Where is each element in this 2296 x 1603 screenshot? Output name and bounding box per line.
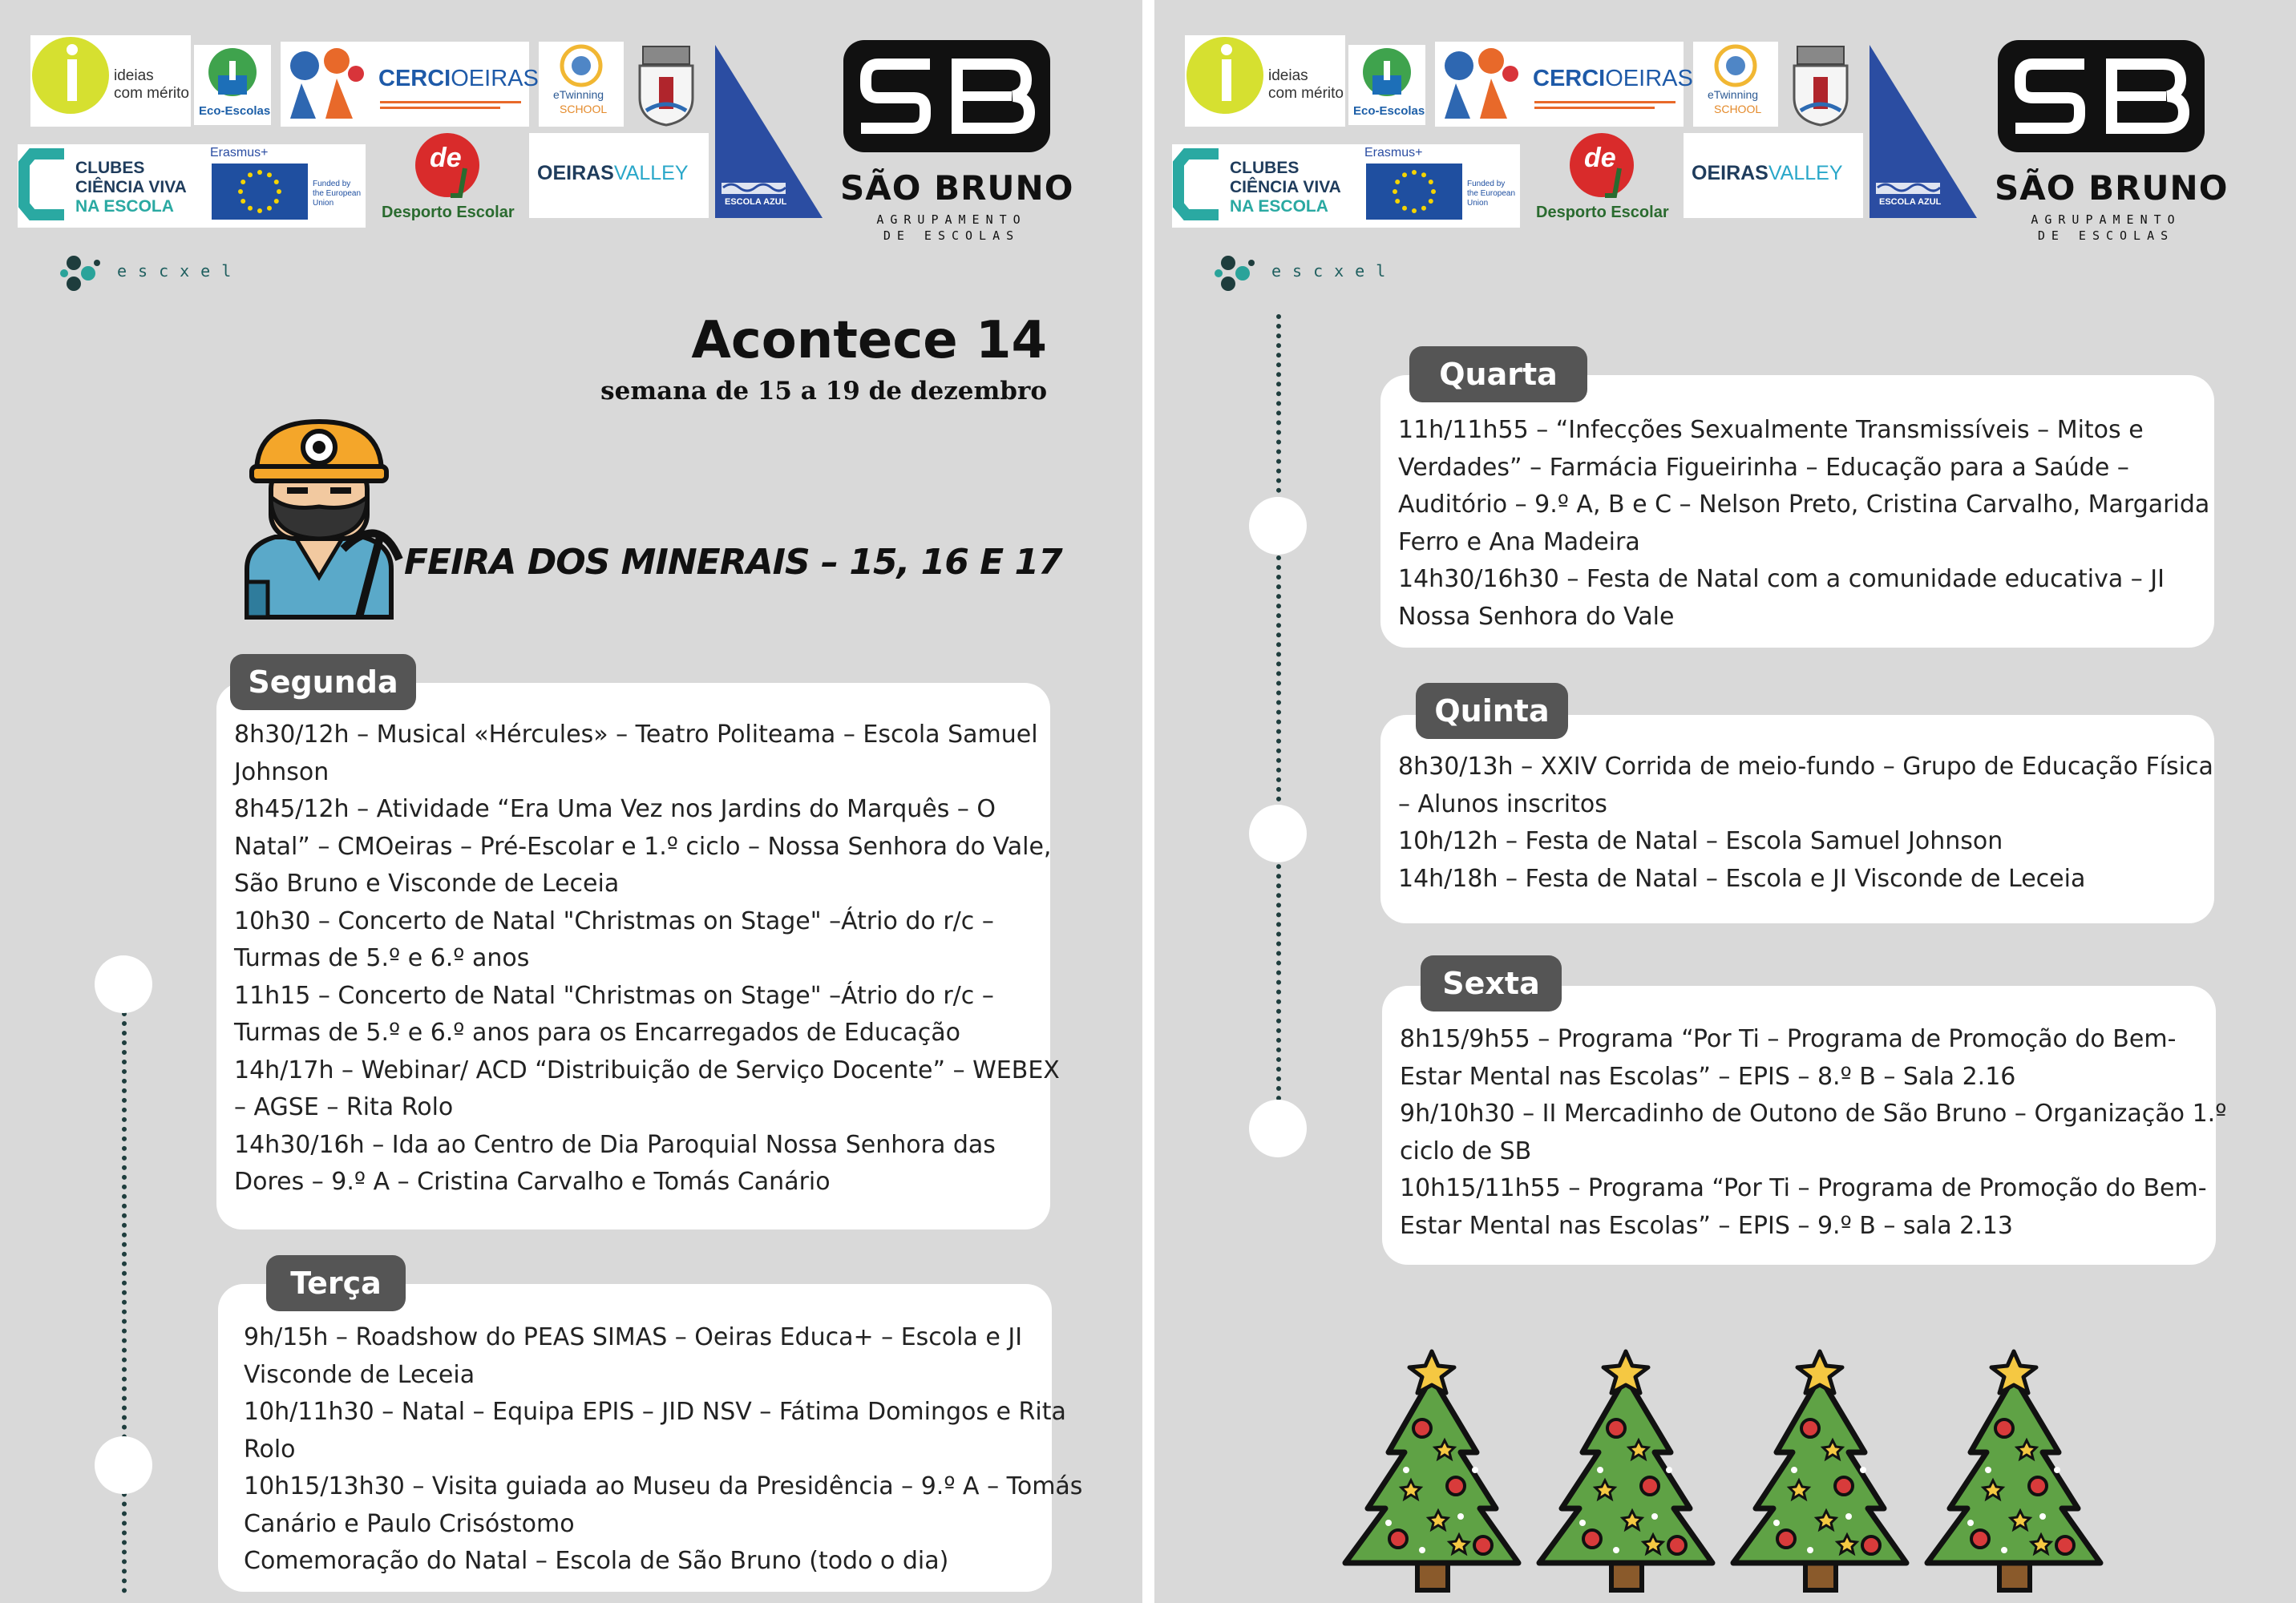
timeline-line: [1276, 314, 1281, 1120]
desporto-label: Desporto Escolar: [382, 204, 515, 221]
oeiras-word: OEIRAS: [1692, 162, 1768, 184]
event-line: 14h30/16h – Ida ao Centro de Dia Paroquial Nossa Senhora das: [234, 1130, 996, 1159]
desporto-escolar-logo: [1531, 131, 1677, 226]
cerci-oeiras-logo: [281, 42, 539, 127]
oeiras-valley-logo: [529, 133, 709, 218]
day-events-quinta: [1398, 749, 2213, 898]
miner-icon: [239, 417, 399, 619]
cerci-name: [1533, 66, 1693, 92]
valley-word: VALLEY: [1768, 162, 1843, 184]
erasmus-funded: Funded by the European Union: [1467, 180, 1516, 208]
escola-azul-logo: [1870, 45, 1977, 218]
desporto-mark: de: [430, 143, 462, 173]
event-line: Natal” – CMOeiras – Pré-Escolar e 1.º ciclo – Nossa Senhora do Vale,: [234, 832, 1052, 861]
eco-escolas-label: Eco-Escolas: [1353, 104, 1425, 118]
desporto-escolar-logo: [377, 131, 523, 226]
timeline-dot: [95, 1436, 152, 1494]
escola-azul-label: ESCOLA AZUL: [725, 197, 787, 207]
ideias-line2: com mérito: [1268, 85, 1344, 102]
event-line: Turmas de 5.º e 6.º anos para os Encarregados de Educação: [234, 1019, 961, 1047]
christmas-trees: [1339, 1348, 2237, 1597]
day-label-segunda: Segunda: [230, 654, 416, 710]
escxel-logo: [1214, 252, 1422, 295]
oeiras-coat-of-arms-logo: [629, 42, 704, 127]
ideias-line1: ideias: [1268, 67, 1308, 84]
page-subtitle: semana de 15 a 19 de dezembro: [600, 377, 1047, 406]
erasmus-logo: [202, 144, 366, 228]
sb-monogram-icon: [843, 40, 1050, 152]
clubes-ciencia-viva-logo: [18, 144, 202, 228]
oeiras-valley-logo: [1684, 133, 1863, 218]
event-line: Auditório – 9.º A, B e C – Nelson Preto, Cristina Carvalho, Margarida: [1398, 491, 2210, 519]
christmas-tree-icon: [1727, 1348, 1913, 1597]
school-sub2: DE ESCOLAS: [2037, 228, 2175, 243]
christmas-tree-icon: [1339, 1348, 1525, 1597]
day-card-terca: [218, 1284, 1083, 1592]
school-sub2: DE ESCOLAS: [883, 228, 1021, 243]
cerci-name-rest: OEIRAS: [451, 66, 539, 91]
page-left: [0, 0, 1142, 1603]
cerci-name-rest: OEIRAS: [1605, 66, 1693, 91]
valley-word: VALLEY: [613, 162, 689, 184]
day-events-segunda: [234, 717, 1060, 1201]
event-line: Turmas de 5.º e 6.º anos: [234, 944, 530, 972]
event-line: 11h/11h55 – “Infecções Sexualmente Transmissíveis – Mitos e: [1398, 416, 2144, 444]
cerci-name-bold: CERCI: [378, 66, 451, 91]
event-line: 14h/17h – Webinar/ ACD “Distribuição de Serviço Docente” – WEBEX: [234, 1056, 1060, 1084]
etwinning-logo: [1693, 42, 1778, 127]
timeline-dot: [1249, 805, 1307, 862]
escxel-logo: [59, 252, 268, 295]
day-events-quarta: [1398, 412, 2209, 636]
eco-escolas-logo: [194, 45, 271, 125]
header: [481, 311, 1047, 423]
oeiras-coat-of-arms-logo: [1783, 42, 1858, 127]
eco-escolas-logo: [1348, 45, 1425, 125]
day-card-quinta: [1380, 715, 2214, 923]
event-line: 8h15/9h55 – Programa “Por Ti – Programa de Promoção do Bem-: [1400, 1025, 2177, 1053]
oeiras-valley-text: [1692, 162, 1843, 185]
erasmus-funded: Funded by the European Union: [313, 180, 362, 208]
oeiras-word: OEIRAS: [537, 162, 614, 184]
event-line: 10h30 – Concerto de Natal "Christmas on Stage" –Átrio do r/c –: [234, 906, 994, 935]
event-line: 10h/12h – Festa de Natal – Escola Samuel Johnson: [1398, 827, 2003, 855]
event-line: Rolo: [244, 1435, 296, 1464]
sb-monogram-icon: [1998, 40, 2205, 152]
clubes-ciencia-viva-logo: [1172, 144, 1356, 228]
clubes-line1: CLUBES: [75, 159, 145, 177]
event-line: Visconde de Leceia: [244, 1360, 475, 1389]
event-line: 10h/11h30 – Natal – Equipa EPIS – JID NSV – Fátima Domingos e Rita: [244, 1398, 1066, 1426]
escxel-icon: [1214, 252, 1257, 295]
etwinning-logo: [539, 42, 624, 127]
day-label-quinta: Quinta: [1416, 683, 1568, 739]
event-line: – AGSE – Rita Rolo: [234, 1093, 454, 1121]
erasmus-label: Erasmus+: [1364, 146, 1423, 159]
event-line: 10h15/11h55 – Programa “Por Ti – Programa de Promoção do Bem-: [1400, 1174, 2207, 1202]
day-events-terca: [244, 1319, 1082, 1581]
event-line: Verdades” – Farmácia Figueirinha – Educação para a Saúde –: [1398, 453, 2129, 482]
page-title: Acontece 14: [691, 311, 1047, 370]
event-line: 14h/18h – Festa de Natal – Escola e JI Visconde de Leceia: [1398, 864, 2086, 893]
event-line: Ferro e Ana Madeira: [1398, 527, 1640, 556]
event-line: Johnson: [234, 757, 329, 786]
ideias-com-merito-logo: [30, 35, 191, 127]
event-line: – Alunos inscritos: [1398, 789, 1607, 818]
day-label-sexta: Sexta: [1421, 955, 1562, 1011]
etwinning-line2: SCHOOL: [1714, 103, 1762, 115]
event-line: Canário e Paulo Crisóstomo: [244, 1509, 575, 1538]
escxel-label: escxel: [1271, 261, 1397, 281]
cerci-name: [378, 66, 539, 92]
page-right: [1154, 0, 2296, 1603]
cerci-oeiras-logo: [1435, 42, 1693, 127]
clubes-line2: CIÊNCIA VIVA: [1230, 178, 1341, 196]
event-line: Dores – 9.º A – Cristina Carvalho e Tomás Canário: [234, 1168, 831, 1196]
event-line: 14h30/16h30 – Festa de Natal com a comunidade educativa – JI: [1398, 565, 2165, 593]
school-sub1: AGRUPAMENTO: [876, 212, 1027, 227]
logo-strip: [1154, 0, 1988, 232]
school-name: SÃO BRUNO: [840, 168, 1074, 208]
ideias-com-merito-logo: [1185, 35, 1345, 127]
eco-escolas-label: Eco-Escolas: [199, 104, 271, 118]
oeiras-valley-text: [537, 162, 689, 185]
school-sub1: AGRUPAMENTO: [2031, 212, 2181, 227]
ideias-line1: ideias: [114, 67, 154, 84]
event-line: São Bruno e Visconde de Leceia: [234, 870, 620, 898]
etwinning-line2: SCHOOL: [560, 103, 608, 115]
cerci-name-bold: CERCI: [1533, 66, 1606, 91]
day-label-quarta: Quarta: [1409, 346, 1587, 402]
school-name: SÃO BRUNO: [1995, 168, 2229, 208]
escxel-icon: [59, 252, 103, 295]
ideias-line2: com mérito: [114, 85, 189, 102]
day-events-sexta: [1400, 1021, 2226, 1245]
erasmus-logo: [1356, 144, 1520, 228]
etwinning-line1: eTwinning: [553, 88, 604, 101]
escola-azul-label: ESCOLA AZUL: [1879, 197, 1942, 207]
event-line: Comemoração do Natal – Escola de São Bruno (todo o dia): [244, 1547, 949, 1575]
event-line: Estar Mental nas Escolas” – EPIS – 9.º B – sala 2.13: [1400, 1211, 2013, 1240]
timeline-dot: [95, 955, 152, 1013]
clubes-line3: NA ESCOLA: [75, 197, 174, 216]
escola-azul-logo: [715, 45, 823, 218]
escxel-label: escxel: [117, 261, 243, 281]
highlight-feira: FEIRA DOS MINERAIS – 15, 16 E 17: [404, 542, 1062, 583]
christmas-tree-icon: [1921, 1348, 2107, 1597]
logo-strip: [0, 0, 834, 232]
timeline-dot: [1249, 497, 1307, 555]
clubes-line1: CLUBES: [1230, 159, 1300, 177]
event-line: Nossa Senhora do Vale: [1398, 602, 1675, 631]
day-card-quarta: [1380, 375, 2214, 648]
event-line: 8h30/13h – XXIV Corrida de meio-fundo – Grupo de Educação Física: [1398, 753, 2213, 781]
event-line: 8h45/12h – Atividade “Era Uma Vez nos Jardins do Marquês – O: [234, 795, 996, 823]
event-line: Estar Mental nas Escolas” – EPIS – 8.º B – Sala 2.16: [1400, 1062, 2016, 1091]
school-logo: [834, 40, 1074, 248]
event-line: 8h30/12h – Musical «Hércules» – Teatro Politeama – Escola Samuel: [234, 721, 1038, 749]
etwinning-line1: eTwinning: [1708, 88, 1759, 101]
clubes-line3: NA ESCOLA: [1230, 197, 1328, 216]
day-card-sexta: [1382, 986, 2227, 1265]
event-line: 9h/15h – Roadshow do PEAS SIMAS – Oeiras Educa+ – Escola e JI: [244, 1323, 1023, 1351]
school-logo: [1988, 40, 2229, 248]
event-line: 10h15/13h30 – Visita guiada ao Museu da Presidência – 9.º A – Tomás: [244, 1472, 1083, 1500]
erasmus-label: Erasmus+: [210, 146, 269, 159]
timeline-dot: [1249, 1100, 1307, 1157]
christmas-tree-icon: [1533, 1348, 1719, 1597]
desporto-label: Desporto Escolar: [1536, 204, 1669, 221]
desporto-mark: de: [1584, 143, 1616, 173]
event-line: 11h15 – Concerto de Natal "Christmas on Stage" –Átrio do r/c –: [234, 981, 994, 1010]
event-line: 9h/10h30 – II Mercadinho de Outono de São Bruno – Organização 1.º: [1400, 1100, 2227, 1128]
event-line: ciclo de SB: [1400, 1137, 1532, 1165]
timeline-line: [122, 1011, 127, 1593]
day-card-segunda: [216, 683, 1060, 1230]
day-label-terca: Terça: [266, 1255, 406, 1311]
clubes-line2: CIÊNCIA VIVA: [75, 178, 187, 196]
